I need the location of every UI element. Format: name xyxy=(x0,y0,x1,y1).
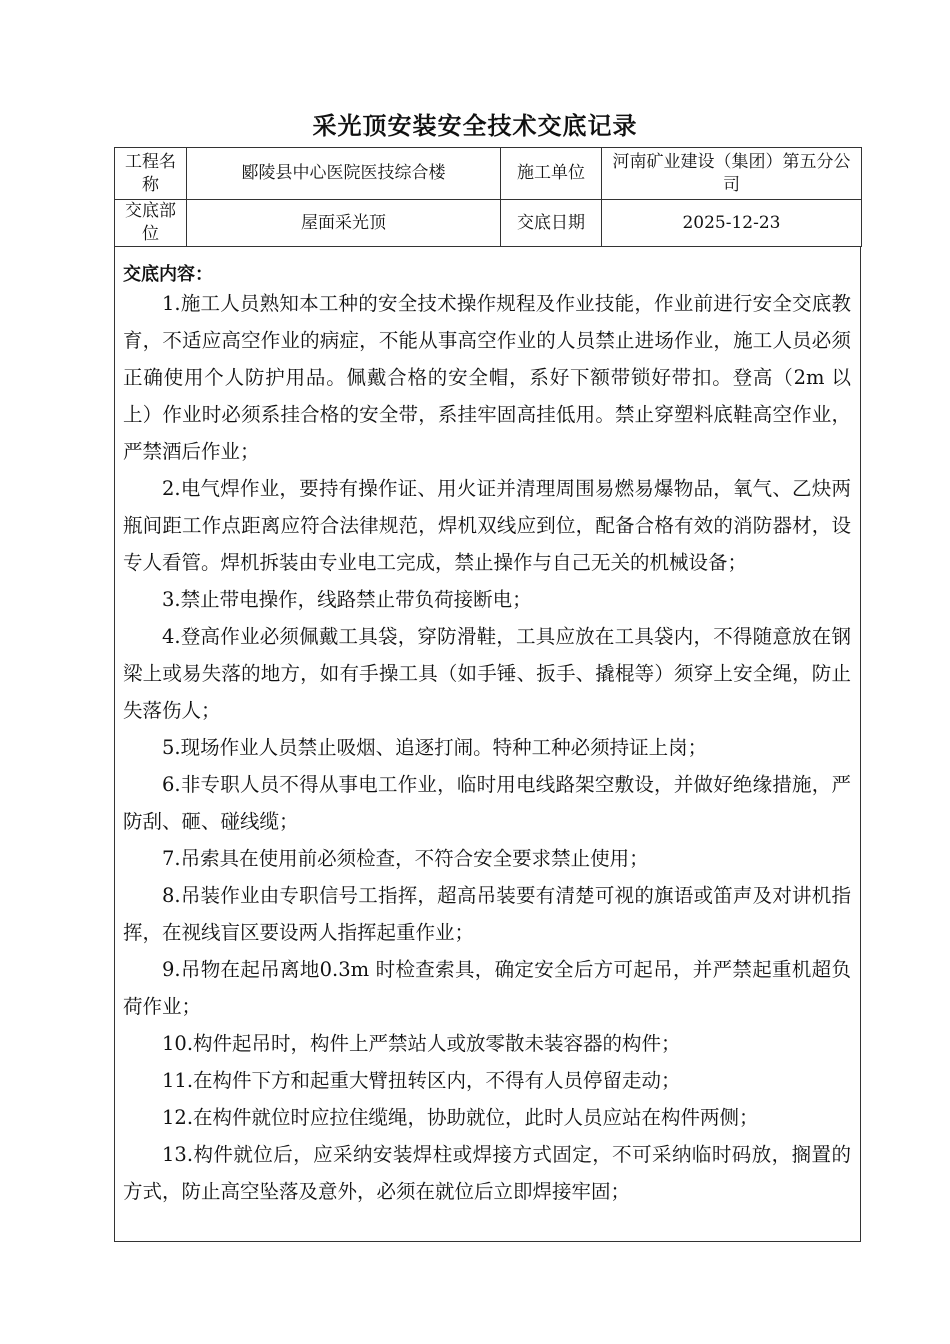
content-item-2: 2.电气焊作业，要持有操作证、用火证并清理周围易燃易爆物品，氧气、乙炔两瓶间距工作点距离应符合法律规范，焊机双线应到位，配备合格有效的消防器材，设专人看管。焊机拆装由专业电工完成，禁止操作与自己无关的机械设备； xyxy=(123,477,851,574)
content-item-5: 5.现场作业人员禁止吸烟、追逐打闹。特种工种必须持证上岗； xyxy=(162,736,708,759)
project-name-value: 郾陵县中心医院医技综合楼 xyxy=(187,148,501,200)
header-row-location xyxy=(115,200,862,247)
content-item-3: 3.禁止带电操作，线路禁止带负荷接断电； xyxy=(162,588,532,611)
location-value: 屋面采光顶 xyxy=(187,200,501,247)
content-item-13: 13.构件就位后，应采纳安装焊柱或焊接方式固定，不可采纳临时码放，搁置的方式，防止高空坠落及意外，必须在就位后立即焊接牢固； xyxy=(123,1143,851,1203)
content-item-9: 9.吊物在起吊离地0.3m 时检查索具，确定安全后方可起吊，并严禁起重机超负荷作业； xyxy=(123,958,851,1018)
header-table xyxy=(114,147,862,247)
content-items xyxy=(123,285,851,1210)
contractor-value: 河南矿业建设（集团）第五分公司 xyxy=(602,148,862,200)
content-cell xyxy=(114,246,861,1242)
content-item-12: 12.在构件就位时应拉住缆绳，协助就位，此时人员应站在构件两侧； xyxy=(162,1106,759,1129)
content-item-1: 1.施工人员熟知本工种的安全技术操作规程及作业技能，作业前进行安全交底教育，不适应高空作业的病症，不能从事高空作业的人员禁止进场作业，施工人员必须正确使用个人防护用品。佩戴合格的安全帽，系好下额带锁好带扣。登高（2m 以上）作业时必须系挂合格的安全带，系挂牢固高挂低用。禁止穿塑料底鞋高空作业，严禁酒后作业； xyxy=(123,292,851,463)
contractor-label: 施工单位 xyxy=(501,148,602,200)
location-label: 交底部位 xyxy=(115,200,187,247)
content-item-8: 8.吊装作业由专职信号工指挥，超高吊装要有清楚可视的旗语或笛声及对讲机指挥，在视线盲区要设两人指挥起重作业； xyxy=(123,884,851,944)
content-item-10: 10.构件起吊时，构件上严禁站人或放零散未装容器的构件； xyxy=(162,1032,681,1055)
header-row-project xyxy=(115,148,862,200)
document-title: 采光顶安装安全技术交底记录 xyxy=(312,111,638,140)
content-item-4: 4.登高作业必须佩戴工具袋，穿防滑鞋，工具应放在工具袋内，不得随意放在钢梁上或易失落的地方，如有手操工具（如手锤、扳手、撬棍等）须穿上安全绳，防止失落伤人； xyxy=(123,625,851,722)
content-item-7: 7.吊索具在使用前必须检查，不符合安全要求禁止使用； xyxy=(162,847,649,870)
content-label: 交底内容： xyxy=(123,264,213,285)
date-value: 2025-12-23 xyxy=(602,200,862,247)
project-name-label: 工程名称 xyxy=(115,148,187,200)
date-label: 交底日期 xyxy=(501,200,602,247)
content-item-6: 6.非专职人员不得从事电工作业，临时用电线路架空敷设，并做好绝缘措施，严防刮、砸、碰线缆； xyxy=(123,773,851,833)
content-item-11: 11.在构件下方和起重大臂扭转区内，不得有人员停留走动； xyxy=(162,1069,681,1092)
